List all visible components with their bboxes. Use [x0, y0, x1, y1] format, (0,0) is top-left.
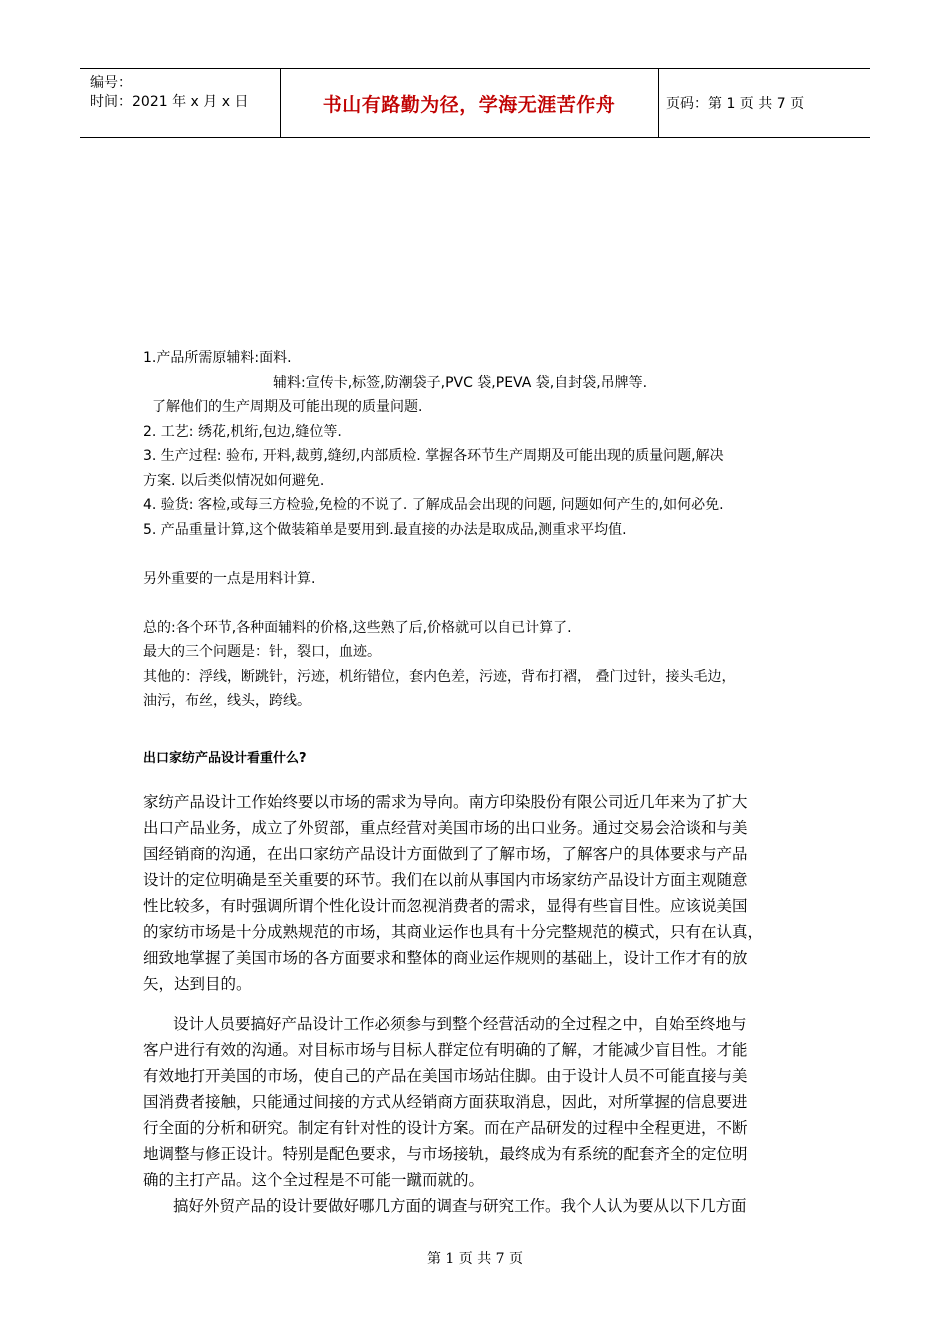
header-page-info: 页码：第 1 页 共 7 页 [666, 96, 805, 112]
paragraph-2 [143, 1011, 823, 1219]
section-heading-wrap [143, 745, 823, 766]
document-date-label: 时间：2021 年 x 月 x 日 [90, 94, 249, 110]
document-number-label: 编号： [90, 75, 132, 91]
paragraph-line: 行全面的分析和研究。制定有针对性的设计方案。而在产品研发的过程中全程更进，不断 [143, 1119, 748, 1137]
paragraph-line: 出口产品业务，成立了外贸部，重点经营对美国市场的出口业务。通过交易会洽谈和与美 [143, 819, 748, 837]
paragraph-line: 的家纺市场是十分成熟规范的市场，其商业运作也具有十分完整规范的模式，只有在认真， [143, 923, 764, 941]
header-motto-cell [280, 69, 659, 137]
paragraph-1 [143, 789, 823, 997]
paragraph-line: 矢，达到目的。 [143, 975, 252, 993]
list-line: 2. 工艺: 绣花,机绗,包边,缝位等. [143, 423, 342, 440]
list-line: 最大的三个问题是：针，裂口，血迹。 [143, 644, 381, 660]
paragraph-line: 地调整与修正设计。特别是配色要求，与市场接轨，最终成为有系统的配套齐全的定位明 [143, 1145, 748, 1163]
section-heading: 出口家纺产品设计看重什么? [143, 751, 307, 766]
paragraph-line: 细致地掌握了美国市场的各方面要求和整体的商业运作规则的基础上，设计工作才有的放 [143, 949, 748, 967]
list-line: 方案. 以后类似情况如何避免. [143, 472, 325, 489]
header-page-cell [658, 69, 870, 137]
header-motto: 书山有路勤为径，学海无涯苦作舟 [322, 93, 616, 116]
paragraph-line: 设计的定位明确是至关重要的环节。我们在以前从事国内市场家纺产品设计方面主观随意 [143, 871, 748, 889]
paragraph-line: 家纺产品设计工作始终要以市场的需求为导向。南方印染股份有限公司近几年来为了扩大 [143, 793, 748, 811]
header-meta [80, 69, 281, 137]
page-footer: 第 1 页 共 7 页 [426, 1251, 524, 1267]
paragraph-line: 国经销商的沟通，在出口家纺产品设计方面做到了了解市场，了解客户的具体要求与产品 [143, 845, 748, 863]
list-line: 1.产品所需原辅料:面料. [143, 350, 292, 366]
list-line: 4. 验货: 客检,或每三方检验,免检的不说了. 了解成品会出现的问题, 问题如何产生的,如何必免. [143, 497, 724, 513]
paragraph-line: 性比较多，有时强调所谓个性化设计而忽视消费者的需求，显得有些盲目性。应该说美国 [143, 897, 748, 915]
paragraph-line: 有效地打开美国的市场，使自己的产品在美国市场站住脚。由于设计人员不可能直接与美 [143, 1067, 748, 1085]
notes-list [143, 346, 823, 714]
paragraph-line: 搞好外贸产品的设计要做好哪几方面的调查与研究工作。我个人认为要从以下几方面 [173, 1197, 747, 1215]
list-line: 油污，布丝，线头，跨线。 [143, 693, 311, 709]
list-line: 了解他们的生产周期及可能出现的质量问题. [152, 399, 423, 415]
list-line: 5. 产品重量计算,这个做装箱单是要用到.最直接的办法是取成品,测重求平均值. [143, 521, 627, 538]
list-line: 辅料:宣传卡,标签,防潮袋子,PVC 袋,PEVA 袋,自封袋,吊牌等. [273, 374, 648, 391]
paragraph-line: 确的主打产品。这个全过程是不可能一蹴而就的。 [143, 1171, 485, 1189]
page-header [80, 68, 870, 138]
list-line: 其他的：浮线，断跳针，污迹，机绗错位，套内色差，污迹，背布打褶， 叠门过针，接头毛边， [143, 668, 736, 685]
list-line: 3. 生产过程: 验布, 开料,裁剪,缝纫,内部质检. 掌握各环节生产周期及可能出现的质量问题,解决 [143, 448, 724, 464]
paragraph-line: 设计人员要搞好产品设计工作必须参与到整个经营活动的全过程之中，自始至终地与 [173, 1015, 747, 1033]
paragraph-line: 客户进行有效的沟通。对目标市场与目标人群定位有明确的了解，才能减少盲目性。才能 [143, 1041, 748, 1059]
paragraph-line: 国消费者接触，只能通过间接的方式从经销商方面获取消息，因此，对所掌握的信息要进 [143, 1093, 748, 1111]
list-line: 另外重要的一点是用料计算. [143, 570, 316, 587]
list-line: 总的:各个环节,各种面辅料的价格,这些熟了后,价格就可以自已计算了. [143, 619, 572, 636]
